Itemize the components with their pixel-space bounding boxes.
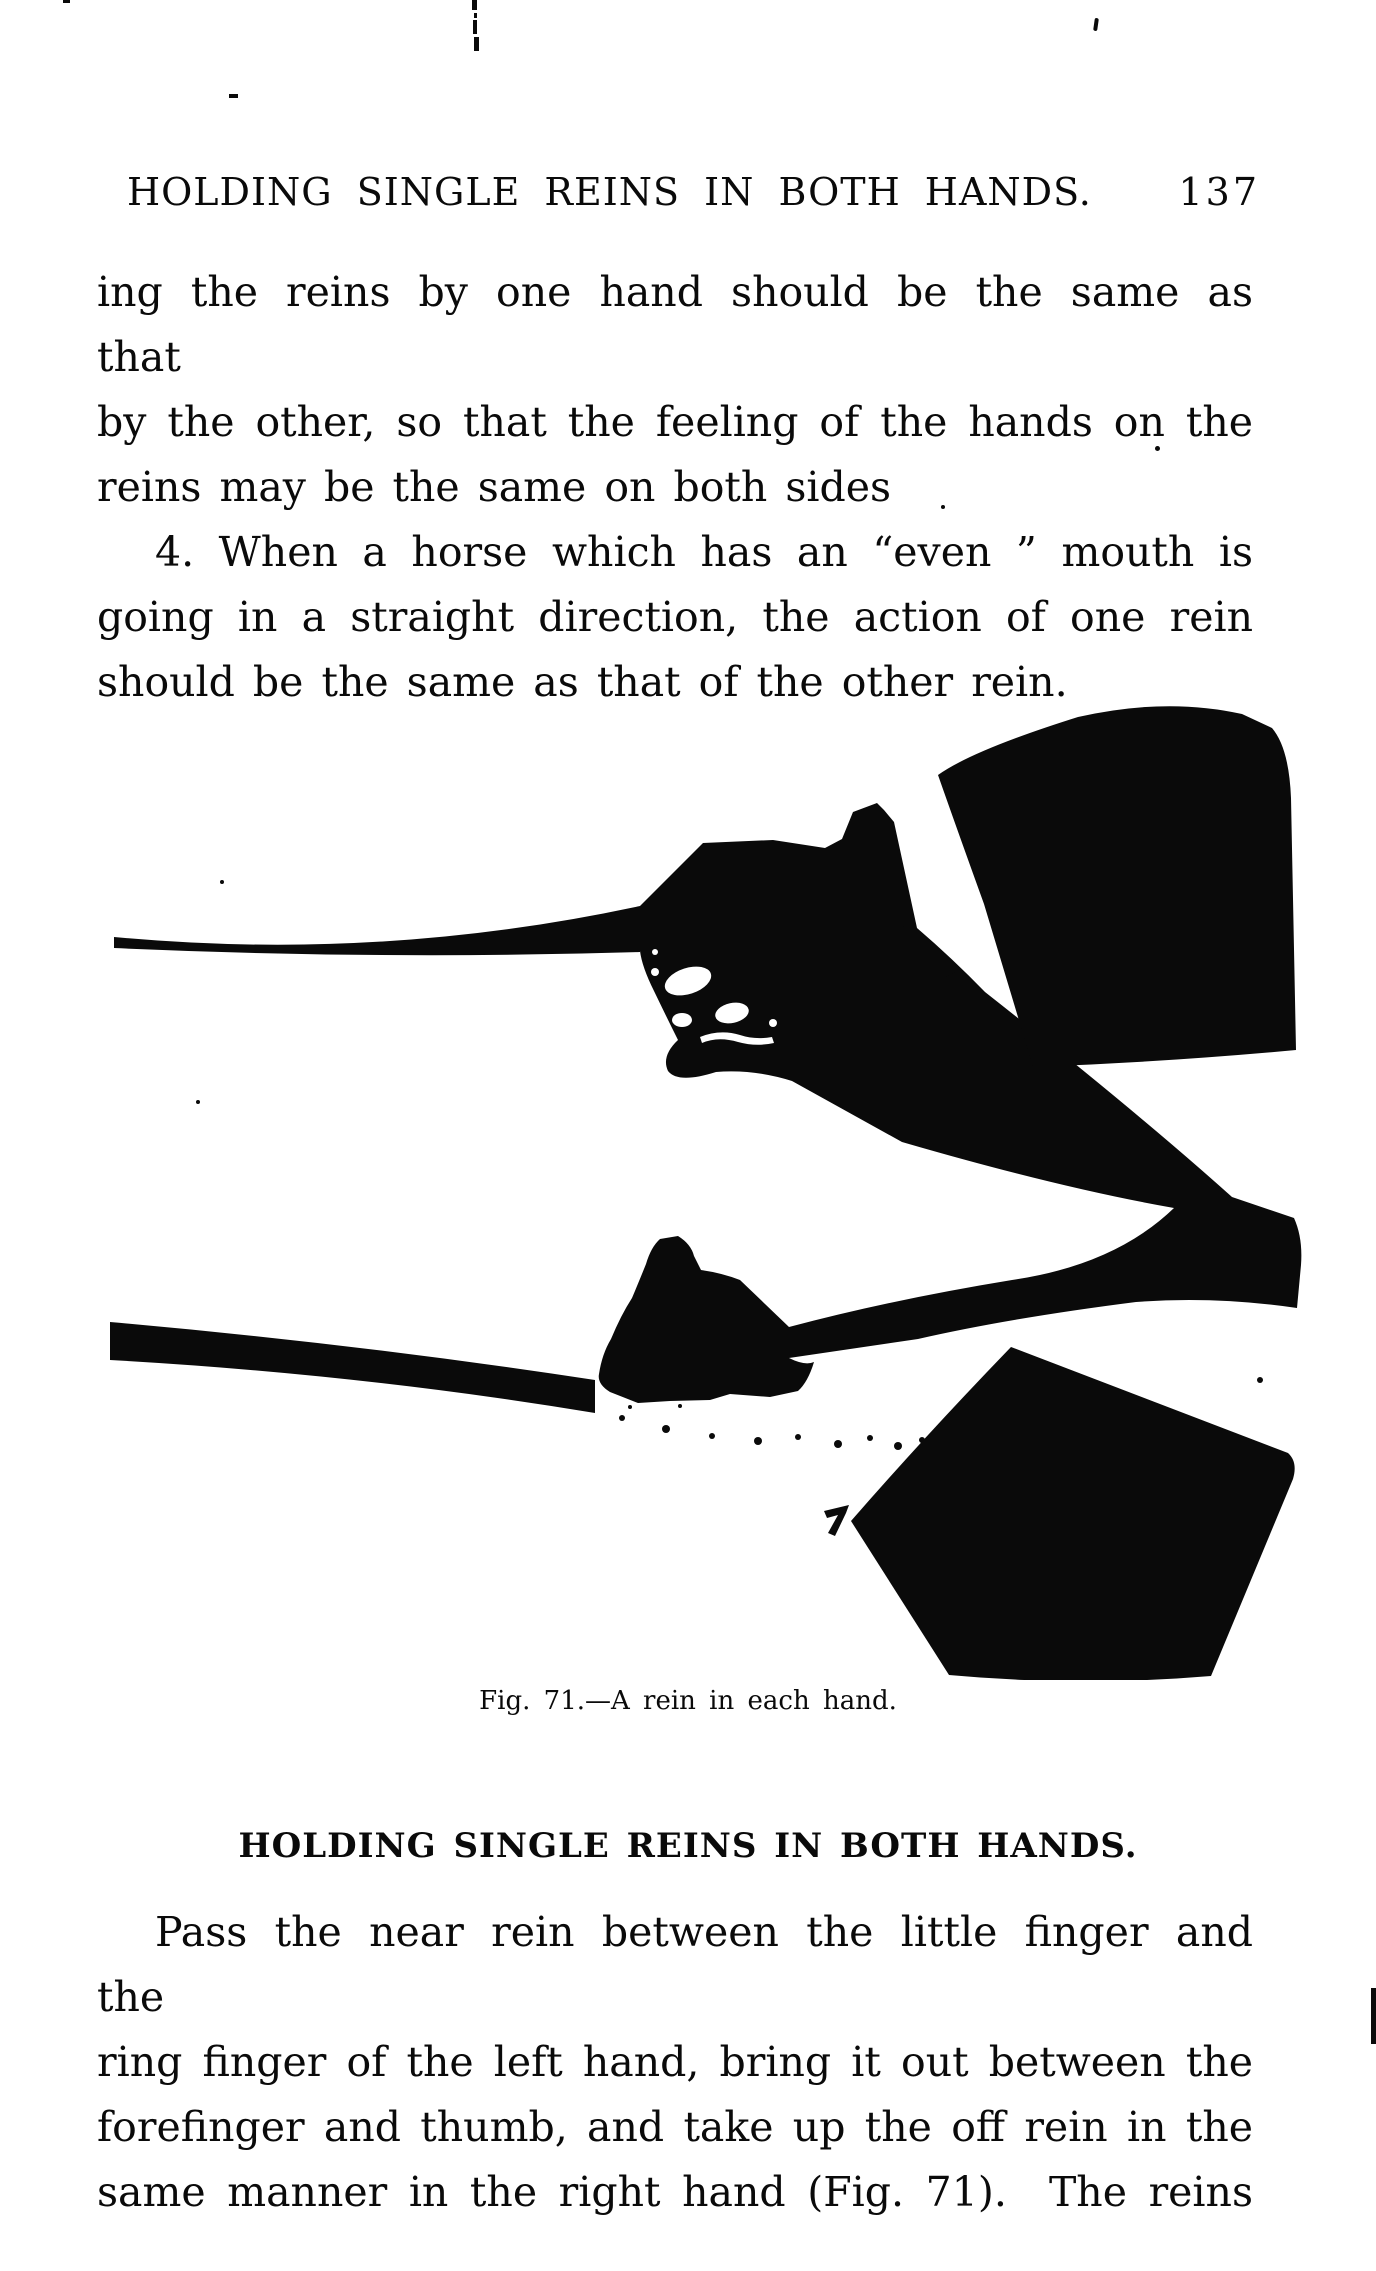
speck: [795, 1434, 801, 1440]
scan-artifact: [229, 94, 238, 98]
lower-sleeve-shape: [851, 1347, 1295, 1680]
speck: [628, 1405, 632, 1409]
scan-artifact: [474, 37, 479, 51]
speck: [220, 880, 224, 884]
figure-caption: Fig. 71.—A rein in each hand.: [479, 1686, 897, 1716]
page-number: 137: [1178, 170, 1260, 214]
body-text: [97, 260, 1253, 715]
speck: [867, 1435, 873, 1441]
speck: [709, 1433, 715, 1439]
speck: [834, 1440, 842, 1448]
text-line: by the other, so that the feeling of the hands on the: [97, 398, 1253, 446]
scan-artifact: [473, 20, 477, 34]
speck: [619, 1415, 625, 1421]
text-line: ring finger of the left hand, bring it out between the: [97, 2038, 1253, 2086]
text-line: ing the reins by one hand should be the same as that: [97, 268, 1253, 381]
speck: [900, 926, 905, 931]
text-line: going in a straight direction, the action of one rein: [97, 593, 1253, 641]
speck: [196, 1100, 200, 1104]
text-line: same manner in the right hand (Fig. 71). The reins: [97, 2168, 1253, 2216]
lower-hand-shape: [599, 1236, 814, 1403]
lower-rein-shape: [110, 1322, 595, 1413]
scan-artifact: [474, 13, 477, 18]
speck: [894, 1442, 902, 1450]
speck: [678, 1404, 682, 1408]
bottom-paragraph: [97, 1900, 1253, 2225]
text-line: reins may be the same on both sides: [97, 463, 892, 511]
scan-artifact: [1093, 18, 1099, 31]
speck: [1257, 1377, 1263, 1383]
scan-artifact: [472, 0, 477, 10]
speck: [754, 1437, 762, 1445]
speck: [919, 1437, 925, 1443]
stray-mark: [824, 1505, 849, 1536]
figure-image: [70, 690, 1310, 1680]
scan-artifact: [1371, 1988, 1376, 2044]
speck: [1217, 1039, 1223, 1045]
page-header: [97, 168, 1260, 216]
section-heading: HOLDING SINGLE REINS IN BOTH HANDS.: [238, 1826, 1138, 1866]
running-title: HOLDING SINGLE REINS IN BOTH HANDS.: [127, 170, 1092, 214]
scan-artifact: [63, 0, 70, 3]
speck: [662, 1425, 670, 1433]
text-line: forefinger and thumb, and take up the off rein in the: [97, 2103, 1253, 2151]
upper-rein-shape: [114, 906, 640, 955]
text-line: should be the same as that of the other rein.: [97, 658, 1068, 706]
text-line: Pass the near rein between the little finger and the: [97, 1908, 1253, 2021]
text-line: 4. When a horse which has an “even ” mouth is: [155, 528, 1253, 576]
